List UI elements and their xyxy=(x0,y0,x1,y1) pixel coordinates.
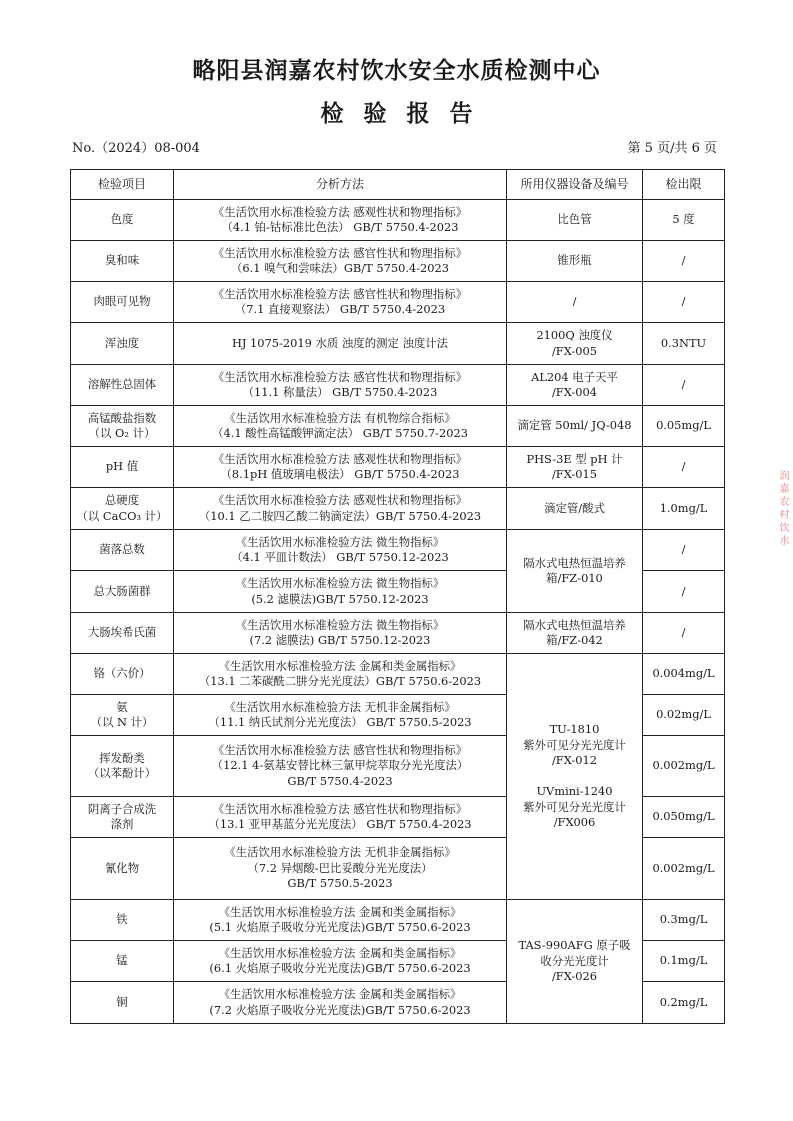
col-header-item: 检验项目 xyxy=(71,170,174,200)
method-cell xyxy=(174,736,507,797)
method-cell-line: 《生活饮用水标准检验方法 感官性状和物理指标》 xyxy=(212,801,468,816)
method-cell-line: 《生活饮用水标准检验方法 感官性状和物理指标》 xyxy=(212,245,468,260)
test-item-cell xyxy=(71,241,174,282)
test-item-cell-line: 挥发酚类 xyxy=(99,750,145,765)
method-cell-line: (6.1 火焰原子吸收分光光度法)GB/T 5750.6-2023 xyxy=(209,961,471,975)
detection-limit-cell: 5 度 xyxy=(643,200,725,241)
method-cell-line: 《生活饮用水标准检验方法 感观性状和物理指标》 xyxy=(212,204,468,219)
method-cell-line: （4.1 酸性高锰酸钾滴定法） GB/T 5750.7-2023 xyxy=(212,426,468,440)
table-row xyxy=(71,406,725,447)
test-item-cell-line: 浑浊度 xyxy=(104,335,140,350)
instrument-cell xyxy=(507,282,643,323)
detection-limit-cell: / xyxy=(643,241,725,282)
test-item-cell xyxy=(71,838,174,900)
method-cell-line: 《生活饮用水标准检验方法 微生物指标》 xyxy=(235,617,445,632)
instrument-cell-spectrophotometer-line: /FX006 xyxy=(553,815,596,830)
detection-limit-cell: 0.002mg/L xyxy=(643,736,725,797)
detection-limit-cell: / xyxy=(643,365,725,406)
method-cell-line: HJ 1075-2019 水质 浊度的测定 浊度计法 xyxy=(231,335,449,350)
test-item-cell-line: 锰 xyxy=(116,953,128,968)
test-item-cell-line: （以苯酚计） xyxy=(87,766,157,780)
test-item-cell xyxy=(71,406,174,447)
method-cell-line: 《生活饮用水标准检验方法 金属和类金属指标》 xyxy=(218,987,462,1001)
instrument-cell-line: 滴定管/酸式 xyxy=(544,500,605,515)
test-item-cell-line: （以 O₂ 计） xyxy=(88,426,156,440)
table-row xyxy=(71,900,725,941)
test-item-cell xyxy=(71,613,174,654)
instrument-cell-spectrophotometer-line: TU-1810 xyxy=(549,722,600,737)
detection-limit-cell: 0.02mg/L xyxy=(643,695,725,736)
instrument-cell-spectrophotometer-line: /FX-012 xyxy=(551,753,598,768)
org-name: 略阳县润嘉农村饮水安全水质检测中心 xyxy=(192,58,601,84)
instrument-cell-line: AL204 电子天平 xyxy=(531,369,618,384)
method-cell-line: 《生活饮用水标准检验方法 金属和类金属指标》 xyxy=(218,658,462,673)
test-item-cell-line: 铁 xyxy=(116,912,128,927)
test-item-cell xyxy=(71,982,174,1024)
instrument-cell-line: 2100Q 浊度仪 xyxy=(536,328,613,342)
method-cell-line: （8.1pH 值玻璃电极法） GB/T 5750.4-2023 xyxy=(220,467,460,481)
method-cell-line: 《生活饮用水标准检验方法 金属和类金属指标》 xyxy=(218,945,462,960)
instrument-cell-aas-line: 收分光光度计 xyxy=(540,953,609,968)
instrument-cell-spectrophotometer xyxy=(507,654,643,900)
test-item-cell-line: 总硬度 xyxy=(104,493,140,507)
method-cell-line: (7.2 滤膜法) GB/T 5750.12-2023 xyxy=(249,633,431,647)
table-row xyxy=(71,200,725,241)
method-cell xyxy=(174,200,507,241)
test-item-cell xyxy=(71,323,174,365)
detection-limit-cell: 0.3NTU xyxy=(643,323,725,365)
test-item-cell xyxy=(71,282,174,323)
detection-limit-cell: / xyxy=(643,613,725,654)
method-cell-line: （13.1 二苯碳酰二肼分光光度法）GB/T 5750.6-2023 xyxy=(198,674,482,688)
instrument-cell-line: 滴定管 50ml/ JQ-048 xyxy=(517,418,632,433)
instrument-cell-line: /FX-005 xyxy=(551,343,598,358)
test-item-cell-line: 溶解性总固体 xyxy=(87,377,157,392)
detection-limit-cell: 0.1mg/L xyxy=(643,941,725,982)
report-title: 检验报告 xyxy=(320,101,493,127)
instrument-cell-line: /FX-015 xyxy=(551,467,598,481)
test-item-cell-line: 阴离子合成洗 xyxy=(87,801,157,816)
test-item-cell-line: 涤剂 xyxy=(110,817,134,831)
method-cell-line: （11.1 纳氏试剂分光光度法） GB/T 5750.5-2023 xyxy=(208,715,472,729)
test-item-cell-line: 氨 xyxy=(116,699,128,714)
method-cell-line: （7.1 直接观察法） GB/T 5750.4-2023 xyxy=(234,302,446,316)
method-cell-line: （11.1 称量法） GB/T 5750.4-2023 xyxy=(242,385,438,399)
detection-limit-cell: 0.05mg/L xyxy=(643,406,725,447)
instrument-cell-line: 锥形瓶 xyxy=(557,253,592,268)
method-cell xyxy=(174,695,507,736)
method-cell xyxy=(174,488,507,530)
method-cell-line: (7.2 火焰原子吸收分光光度法)GB/T 5750.6-2023 xyxy=(209,1002,471,1017)
instrument-cell xyxy=(507,200,643,241)
method-cell-line: （4.1 平皿计数法） GB/T 5750.12-2023 xyxy=(231,550,449,564)
table-row xyxy=(71,530,725,571)
method-cell xyxy=(174,982,507,1024)
method-cell-line: （10.1 乙二胺四乙酸二钠滴定法）GB/T 5750.4-2023 xyxy=(198,508,482,523)
method-cell xyxy=(174,406,507,447)
test-item-cell-line: （以 N 计） xyxy=(90,715,154,729)
table-row xyxy=(71,447,725,488)
method-cell-line: 《生活饮用水标准检验方法 有机物综合指标》 xyxy=(224,410,456,425)
test-item-cell xyxy=(71,941,174,982)
method-cell-line: (5.1 火焰原子吸收分光光度法)GB/T 5750.6-2023 xyxy=(209,920,471,934)
page-info: 第 5 页/共 6 页 xyxy=(627,141,717,156)
test-item-cell-line: 氰化物 xyxy=(104,860,140,875)
method-cell-line: （13.1 亚甲基蓝分光光度法） GB/T 5750.4-2023 xyxy=(208,817,472,831)
table-row xyxy=(71,613,725,654)
col-header-limit: 检出限 xyxy=(643,170,725,200)
instrument-cell xyxy=(507,447,643,488)
instrument-cell xyxy=(507,241,643,282)
method-cell-line: （7.2 异烟酸-巴比妥酸分光光度法） xyxy=(247,860,433,875)
method-cell-line: 《生活饮用水标准检验方法 金属和类金属指标》 xyxy=(218,904,462,919)
test-item-cell xyxy=(71,571,174,613)
instrument-cell-spectrophotometer-line: 紫外可见分光光度计 xyxy=(523,799,626,814)
method-cell xyxy=(174,571,507,613)
method-cell-line: 《生活饮用水标准检验方法 感官性状和物理指标》 xyxy=(212,742,468,757)
method-cell xyxy=(174,941,507,982)
table-row xyxy=(71,488,725,530)
method-cell xyxy=(174,654,507,695)
detection-limit-cell: 0.2mg/L xyxy=(643,982,725,1024)
test-method-table xyxy=(70,169,725,1024)
test-item-cell xyxy=(71,736,174,797)
table-row xyxy=(71,654,725,695)
method-cell-line: （12.1 4-氨基安替比林三氯甲烷萃取分光光度法） xyxy=(211,758,469,773)
instrument-cell-line: / xyxy=(572,294,577,309)
instrument-cell-line: 隔水式电热恒温培养 xyxy=(523,617,626,632)
test-item-cell xyxy=(71,900,174,941)
method-cell xyxy=(174,365,507,406)
method-cell-line: 《生活饮用水标准检验方法 无机非金属指标》 xyxy=(224,845,456,860)
instrument-cell-line: 箱/FZ-042 xyxy=(546,633,603,647)
report-number: No.（2024）08-004 xyxy=(72,141,200,156)
test-item-cell xyxy=(71,530,174,571)
method-cell xyxy=(174,530,507,571)
detection-limit-cell: / xyxy=(643,530,725,571)
detection-limit-cell: 1.0mg/L xyxy=(643,488,725,530)
test-item-cell xyxy=(71,365,174,406)
test-item-cell xyxy=(71,200,174,241)
instrument-cell xyxy=(507,323,643,365)
test-item-cell xyxy=(71,488,174,530)
seal-stamp: 润嘉农村饮水 xyxy=(777,470,788,548)
test-item-cell xyxy=(71,654,174,695)
instrument-cell-line: /FX-004 xyxy=(551,385,598,399)
method-cell xyxy=(174,797,507,838)
test-item-cell-line: （以 CaCO₃ 计） xyxy=(76,508,168,523)
method-cell-line: 《生活饮用水标准检验方法 感观性状和物理指标》 xyxy=(212,451,468,466)
method-cell xyxy=(174,323,507,365)
test-item-cell-line: pH 值 xyxy=(105,459,139,474)
detection-limit-cell: 0.004mg/L xyxy=(643,654,725,695)
test-item-cell xyxy=(71,695,174,736)
instrument-cell-aas xyxy=(507,900,643,1024)
method-cell-line: 《生活饮用水标准检验方法 感官性状和物理指标》 xyxy=(212,369,468,384)
instrument-cell-line: 比色管 xyxy=(557,212,592,227)
method-cell xyxy=(174,282,507,323)
instrument-cell-incubator-line: 隔水式电热恒温培养 xyxy=(523,555,626,570)
instrument-cell-spectrophotometer-line: UVmini-1240 xyxy=(536,784,613,799)
instrument-cell-aas-line: TAS-990AFG 原子吸 xyxy=(518,938,631,953)
method-cell-line: （6.1 嗅气和尝味法）GB/T 5750.4-2023 xyxy=(230,261,450,275)
instrument-cell xyxy=(507,365,643,406)
test-item-cell-line: 肉眼可见物 xyxy=(93,294,151,309)
table-row xyxy=(71,282,725,323)
instrument-cell xyxy=(507,406,643,447)
method-cell-line: 《生活饮用水标准检验方法 感观性状和物理指标》 xyxy=(212,493,468,507)
detection-limit-cell: / xyxy=(643,282,725,323)
method-cell-line: 《生活饮用水标准检验方法 微生物指标》 xyxy=(235,534,445,549)
detection-limit-cell: / xyxy=(643,447,725,488)
method-cell-line: 《生活饮用水标准检验方法 感官性状和物理指标》 xyxy=(212,286,468,301)
test-item-cell-line: 总大肠菌群 xyxy=(93,583,151,598)
method-cell xyxy=(174,900,507,941)
test-item-cell-line: 色度 xyxy=(110,212,134,227)
test-item-cell xyxy=(71,447,174,488)
method-cell-line: (5.2 滤膜法)GB/T 5750.12-2023 xyxy=(251,591,429,606)
method-cell-line: 《生活饮用水标准检验方法 微生物指标》 xyxy=(235,576,445,590)
test-item-cell-line: 菌落总数 xyxy=(99,542,145,557)
instrument-cell-spectrophotometer-line: 紫外可见分光光度计 xyxy=(523,737,626,752)
test-item-cell xyxy=(71,797,174,838)
method-cell xyxy=(174,447,507,488)
method-cell-line: 《生活饮用水标准检验方法 无机非金属指标》 xyxy=(224,699,456,714)
detection-limit-cell: 0.050mg/L xyxy=(643,797,725,838)
instrument-cell-aas-line: /FX-026 xyxy=(551,969,598,984)
detection-limit-cell: / xyxy=(643,571,725,613)
table-row xyxy=(71,365,725,406)
test-item-cell-line: 高锰酸盐指数 xyxy=(87,410,157,425)
test-item-cell-line: 铬（六价） xyxy=(93,666,151,681)
method-cell-line: （4.1 铂-钴标准比色法） GB/T 5750.4-2023 xyxy=(221,220,459,234)
test-item-cell-line: 臭和味 xyxy=(104,253,140,268)
instrument-cell-incubator-line: 箱/FZ-010 xyxy=(546,571,603,585)
method-cell-line: GB/T 5750.5-2023 xyxy=(287,876,393,891)
table-row xyxy=(71,323,725,365)
col-header-method: 分析方法 xyxy=(174,170,507,200)
instrument-cell xyxy=(507,613,643,654)
detection-limit-cell: 0.3mg/L xyxy=(643,900,725,941)
table-header-row xyxy=(71,170,725,200)
test-item-cell-line: 铜 xyxy=(116,994,128,1009)
instrument-cell xyxy=(507,488,643,530)
method-cell xyxy=(174,241,507,282)
table-row xyxy=(71,241,725,282)
method-cell xyxy=(174,838,507,900)
instrument-cell-line: PHS-3E 型 pH 计 xyxy=(526,451,623,466)
instrument-cell-incubator xyxy=(507,530,643,613)
method-cell xyxy=(174,613,507,654)
instrument-cell-spectrophotometer-line xyxy=(509,769,640,785)
test-item-cell-line: 大肠埃希氏菌 xyxy=(87,625,157,640)
detection-limit-cell: 0.002mg/L xyxy=(643,838,725,900)
method-cell-line: GB/T 5750.4-2023 xyxy=(287,773,393,788)
col-header-instrument: 所用仪器设备及编号 xyxy=(507,170,643,200)
